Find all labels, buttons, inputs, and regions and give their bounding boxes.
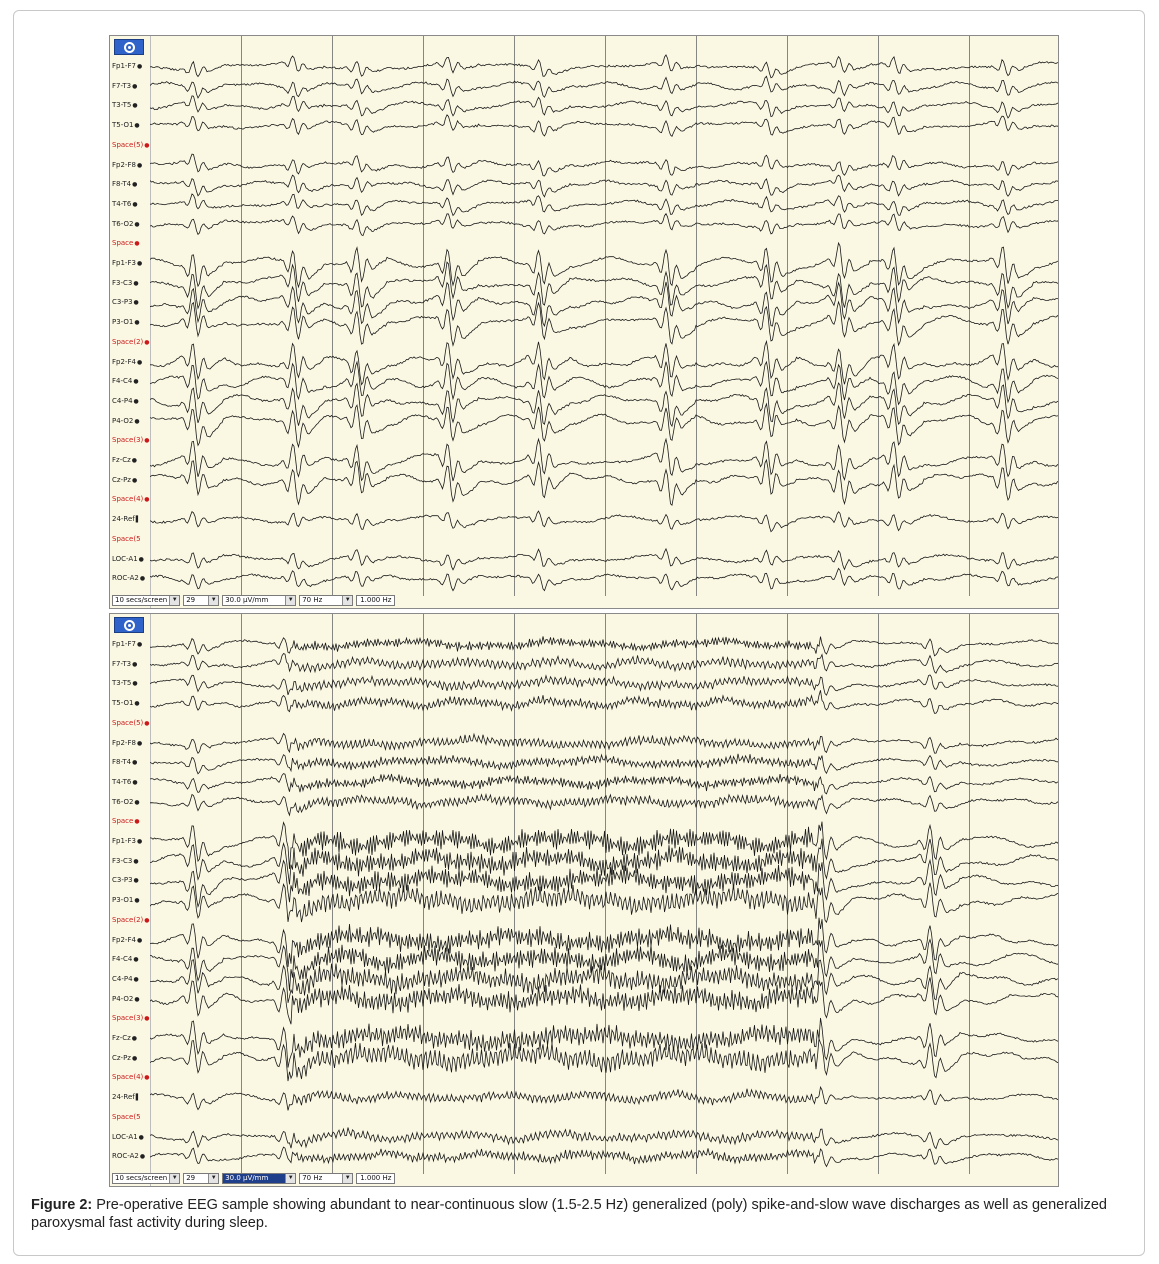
channel-label-text: Space(4)	[112, 1073, 144, 1082]
channel-label[interactable]	[112, 1013, 150, 1024]
channel-marker-icon: ●	[144, 437, 150, 445]
channel-marker-icon: ●	[133, 975, 139, 983]
eeg-trace-fp1-f7	[150, 55, 1059, 78]
channel-label-text: Cz-Pz	[112, 475, 131, 484]
channel-label[interactable]	[112, 1112, 141, 1122]
channel-label-text: C4-P4	[112, 396, 133, 405]
channel-marker-icon: ●	[144, 719, 150, 727]
channel-label[interactable]	[112, 856, 139, 867]
channel-marker-icon: ▌	[135, 1094, 141, 1102]
channel-label-text: T3-T5	[112, 679, 132, 688]
channel-label[interactable]	[112, 337, 150, 348]
channel-label[interactable]	[112, 915, 150, 926]
channel-marker-icon: ●	[136, 161, 143, 169]
app-logo-button[interactable]	[114, 617, 144, 633]
channel-label[interactable]	[112, 639, 142, 650]
channel-label[interactable]	[112, 514, 140, 525]
channel-label[interactable]	[112, 554, 144, 565]
eeg-panel-bottom	[109, 613, 1059, 1187]
channel-marker-icon: ●	[134, 700, 140, 708]
channel-marker-icon: ●	[134, 240, 140, 248]
channel-label[interactable]	[112, 179, 137, 190]
channel-label[interactable]	[112, 954, 139, 965]
eeg-trace-f7-t3	[150, 76, 1059, 98]
channel-marker-icon: ●	[134, 798, 140, 806]
channel-marker-icon: ●	[144, 338, 150, 346]
channel-label-text: P3-O1	[112, 896, 134, 905]
channel-marker-icon: ●	[136, 63, 143, 70]
low-filter-field[interactable]: 1.000 Hz	[356, 1173, 395, 1184]
eeg-trace-c4-p4	[150, 383, 1059, 426]
eeg-trace-roc-a2	[150, 568, 1059, 590]
high-filter-select[interactable]	[299, 595, 353, 606]
channel-label[interactable]	[112, 199, 138, 210]
sensitivity-select[interactable]	[222, 595, 296, 606]
channel-label-text: F7-T3	[112, 81, 132, 90]
eeg-trace-t3-t5	[150, 675, 1059, 695]
channel-label-text: Fp2-F8	[112, 738, 136, 747]
channel-label[interactable]	[112, 1151, 145, 1162]
channel-marker-icon: ▌	[135, 516, 141, 524]
channel-marker-icon: ●	[132, 660, 138, 668]
display-toolbar	[112, 1173, 395, 1185]
channel-label-text: Fp1-F7	[112, 640, 136, 648]
channel-label[interactable]	[112, 698, 140, 709]
sensitivity-value: 30.0 µV/mm	[225, 596, 269, 604]
channel-marker-icon: ●	[131, 457, 138, 464]
channel-label-text: F3-C3	[112, 278, 133, 287]
channel-label[interactable]	[112, 678, 138, 689]
channel-label-text: Cz-Pz	[112, 1053, 131, 1062]
channel-count-value: 29	[186, 596, 196, 604]
channel-label-text: P4-O2	[112, 416, 134, 425]
channel-label[interactable]	[112, 61, 142, 72]
channel-label[interactable]	[112, 573, 145, 584]
channel-label-text: Fz-Cz	[112, 456, 131, 464]
eeg-trace-24-ref	[150, 1087, 1059, 1110]
eeg-trace-p4-o2	[150, 404, 1059, 447]
eeg-trace-t4-t6	[150, 194, 1059, 216]
channel-label-text: Space(3)	[112, 1014, 144, 1023]
channel-label[interactable]	[112, 475, 137, 486]
channel-label-text: F4-C4	[112, 955, 133, 964]
channel-label-text: LOC-A1	[112, 1132, 138, 1141]
channel-marker-icon: ●	[132, 200, 138, 208]
channel-label-column	[110, 614, 151, 1186]
channel-label-text: T5-O1	[112, 121, 134, 130]
triangle-down-icon[interactable]: ▼	[208, 1174, 218, 1183]
channel-label-text: ROC-A2	[112, 574, 139, 583]
eeg-trace-loc-a1	[150, 1128, 1059, 1149]
eeg-trace-fp1-f7	[150, 636, 1059, 655]
channel-marker-icon: ●	[144, 1074, 150, 1082]
channel-marker-icon: ●	[134, 122, 140, 130]
channel-label[interactable]	[112, 120, 140, 131]
low-filter-field[interactable]: 1.000 Hz	[356, 595, 395, 606]
triangle-down-icon[interactable]: ▼	[342, 596, 352, 605]
channel-label-text: 24-Ref	[112, 515, 135, 524]
channel-label-text: Space(3)	[112, 436, 144, 445]
channel-label[interactable]	[112, 278, 139, 289]
triangle-down-icon[interactable]: ▼	[342, 1174, 352, 1183]
channel-label[interactable]	[112, 258, 142, 269]
channel-label-text: F8-T4	[112, 180, 132, 189]
channel-marker-icon: ●	[131, 476, 138, 484]
channel-label[interactable]	[112, 297, 139, 308]
eeg-trace-fp2-f8	[150, 154, 1059, 176]
channel-label-text: F4-C4	[112, 377, 133, 386]
channel-marker-icon: ●	[136, 358, 143, 366]
channel-count-value: 29	[186, 1174, 196, 1182]
sensitivity-select[interactable]	[222, 1173, 296, 1184]
channel-label-text: T4-T6	[112, 199, 132, 208]
timebase-select[interactable]	[112, 595, 180, 606]
channel-marker-icon: ●	[144, 141, 150, 149]
eeg-trace-t4-t6	[150, 774, 1059, 794]
channel-marker-icon: ●	[132, 680, 138, 688]
eeg-trace-f8-t4	[150, 754, 1059, 774]
channel-label[interactable]	[112, 974, 139, 985]
figure-label: Figure 2:	[31, 1197, 93, 1213]
channel-label[interactable]	[112, 494, 150, 505]
channel-label[interactable]	[112, 160, 142, 171]
channel-label[interactable]	[112, 757, 137, 768]
channel-label-text: T6-O2	[112, 219, 134, 228]
channel-marker-icon: ●	[132, 181, 138, 189]
eeg-trace-loc-a1	[150, 549, 1059, 570]
eeg-traces-bottom	[150, 614, 1059, 1187]
channel-count-select[interactable]	[183, 1173, 219, 1184]
high-filter-select[interactable]	[299, 1173, 353, 1184]
channel-label[interactable]	[112, 435, 150, 446]
channel-label-text: Fp2-F8	[112, 160, 136, 169]
channel-label[interactable]	[112, 738, 142, 749]
channel-label[interactable]	[112, 797, 140, 808]
channel-marker-icon: ●	[131, 1035, 138, 1042]
eeg-trace-t6-o2	[150, 214, 1059, 236]
channel-label[interactable]	[112, 1072, 150, 1083]
channel-label-text: F7-T3	[112, 659, 132, 668]
figure-caption	[31, 1196, 1141, 1232]
channel-label[interactable]	[112, 357, 142, 368]
eeg-trace-t5-o1	[150, 690, 1059, 713]
channel-marker-icon: ●	[134, 417, 140, 425]
channel-marker-icon: ●	[138, 555, 144, 563]
channel-label-text: Space(5	[112, 1112, 141, 1121]
channel-marker-icon: ●	[133, 397, 139, 405]
channel-label-text: Space(5	[112, 534, 141, 543]
high-filter-value: 70 Hz	[302, 1174, 323, 1182]
channel-marker-icon: ●	[139, 575, 146, 583]
target-ring-icon	[124, 620, 135, 631]
channel-label-text: Space(2)	[112, 337, 144, 346]
channel-label-text: Fp1-F7	[112, 62, 136, 70]
triangle-down-icon[interactable]: ▼	[169, 1174, 179, 1183]
channel-label-text: P3-O1	[112, 318, 134, 327]
channel-label-text: Space(5)	[112, 718, 144, 727]
eeg-trace-t3-t5	[150, 96, 1059, 118]
eeg-trace-fp2-f4	[150, 341, 1059, 384]
channel-marker-icon: ●	[144, 916, 150, 924]
channel-marker-icon: ●	[136, 641, 143, 648]
eeg-trace-fp2-f8	[150, 734, 1059, 754]
channel-marker-icon: ●	[134, 818, 140, 826]
channel-label-column	[110, 36, 151, 608]
channel-marker-icon: ●	[134, 319, 140, 327]
high-filter-value: 70 Hz	[302, 596, 323, 604]
channel-marker-icon: ●	[136, 739, 143, 747]
channel-marker-icon: ●	[133, 378, 139, 386]
channel-label-text: Space(2)	[112, 915, 144, 924]
channel-label[interactable]	[112, 81, 137, 92]
channel-label-text: Fp2-F4	[112, 935, 136, 944]
channel-marker-icon: ●	[132, 82, 138, 90]
eeg-trace-t6-o2	[150, 795, 1059, 816]
channel-marker-icon: ●	[133, 299, 139, 307]
channel-marker-icon: ●	[133, 956, 139, 964]
channel-marker-icon: ●	[133, 279, 139, 287]
eeg-trace-f7-t3	[150, 654, 1059, 674]
channel-label-text: LOC-A1	[112, 554, 138, 563]
channel-label[interactable]	[112, 100, 138, 111]
timebase-value: 10 secs/screen	[115, 1174, 168, 1182]
channel-marker-icon: ●	[133, 857, 139, 865]
channel-marker-icon: ●	[133, 877, 139, 885]
channel-label[interactable]	[112, 816, 140, 827]
channel-label[interactable]	[112, 836, 142, 847]
channel-label[interactable]	[112, 718, 150, 729]
channel-label-text: C3-P3	[112, 298, 133, 307]
channel-label[interactable]	[112, 140, 150, 151]
channel-label-text: F8-T4	[112, 758, 132, 767]
figure-caption-text: Pre-operative EEG sample showing abundant to near-continuous slow (1.5-2.5 Hz) generalized (poly) spike-and-slow wave discharges as well as generalized paroxysmal fast activity during sleep.	[31, 1197, 1107, 1231]
channel-label-text: Space(5)	[112, 140, 144, 149]
channel-label[interactable]	[112, 895, 140, 906]
channel-marker-icon: ●	[134, 995, 140, 1003]
channel-label-text: F3-C3	[112, 856, 133, 865]
app-logo-button[interactable]	[114, 39, 144, 55]
channel-label[interactable]	[112, 994, 140, 1005]
eeg-trace-t5-o1	[150, 115, 1059, 137]
channel-label-text: Space(4)	[112, 495, 144, 504]
channel-label[interactable]	[112, 376, 139, 387]
channel-label-text: C3-P3	[112, 876, 133, 885]
channel-marker-icon: ●	[131, 1054, 138, 1062]
channel-label-text: T6-O2	[112, 797, 134, 806]
channel-marker-icon: ●	[138, 1133, 144, 1141]
eeg-panel-top	[109, 35, 1059, 609]
channel-label[interactable]	[112, 534, 141, 544]
channel-label[interactable]	[112, 1092, 140, 1103]
target-ring-icon	[124, 42, 135, 53]
channel-label-text: P4-O2	[112, 994, 134, 1003]
channel-marker-icon: ●	[132, 102, 138, 110]
channel-label[interactable]	[112, 777, 138, 788]
channel-label-text: T5-O1	[112, 699, 134, 708]
channel-label-text: T3-T5	[112, 101, 132, 110]
eeg-trace-fz-cz	[150, 439, 1059, 481]
channel-label[interactable]	[112, 875, 139, 886]
channel-label-text: 24-Ref	[112, 1093, 135, 1102]
channel-marker-icon: ●	[134, 897, 140, 905]
channel-label-text: C4-P4	[112, 974, 133, 983]
channel-marker-icon: ●	[136, 838, 143, 845]
channel-label[interactable]	[112, 659, 137, 670]
channel-label[interactable]	[112, 416, 140, 427]
channel-label-text: Fp2-F4	[112, 357, 136, 366]
eeg-trace-24-ref	[150, 511, 1059, 531]
channel-marker-icon: ●	[144, 1015, 150, 1023]
channel-label-text: ROC-A2	[112, 1152, 139, 1161]
channel-label[interactable]	[112, 1132, 144, 1143]
channel-label-text: Space	[112, 239, 134, 248]
triangle-down-icon[interactable]: ▼	[285, 1174, 295, 1183]
channel-label[interactable]	[112, 455, 137, 466]
channel-marker-icon: ●	[132, 778, 138, 786]
timebase-value: 10 secs/screen	[115, 596, 168, 604]
channel-label[interactable]	[112, 238, 140, 249]
channel-label[interactable]	[112, 396, 139, 407]
timebase-select[interactable]	[112, 1173, 180, 1184]
channel-label[interactable]	[112, 1033, 137, 1044]
channel-marker-icon: ●	[136, 936, 143, 944]
channel-label[interactable]	[112, 935, 142, 946]
eeg-trace-p3-o1	[150, 883, 1059, 923]
channel-label[interactable]	[112, 219, 140, 230]
channel-marker-icon: ●	[136, 260, 143, 267]
channel-label-text: Space	[112, 817, 134, 826]
sensitivity-value: 30.0 µV/mm	[223, 1174, 285, 1183]
display-toolbar	[112, 595, 395, 607]
eeg-trace-c4-p4	[150, 960, 1059, 1003]
triangle-down-icon[interactable]: ▼	[169, 596, 179, 605]
eeg-traces-top	[150, 36, 1059, 609]
triangle-down-icon[interactable]: ▼	[285, 596, 295, 605]
channel-label-text: Fz-Cz	[112, 1034, 131, 1042]
eeg-trace-roc-a2	[150, 1147, 1059, 1166]
channel-label[interactable]	[112, 1053, 137, 1064]
eeg-trace-f8-t4	[150, 175, 1059, 197]
channel-marker-icon: ●	[144, 496, 150, 504]
channel-label-text: Fp1-F3	[112, 837, 136, 845]
triangle-down-icon[interactable]: ▼	[208, 596, 218, 605]
channel-marker-icon: ●	[134, 220, 140, 228]
channel-label[interactable]	[112, 317, 140, 328]
trace-area	[150, 614, 1058, 1186]
channel-marker-icon: ●	[132, 759, 138, 767]
channel-count-select[interactable]	[183, 595, 219, 606]
trace-area	[150, 36, 1058, 608]
channel-marker-icon: ●	[139, 1153, 146, 1161]
channel-label-text: T4-T6	[112, 777, 132, 786]
channel-label-text: Fp1-F3	[112, 259, 136, 267]
